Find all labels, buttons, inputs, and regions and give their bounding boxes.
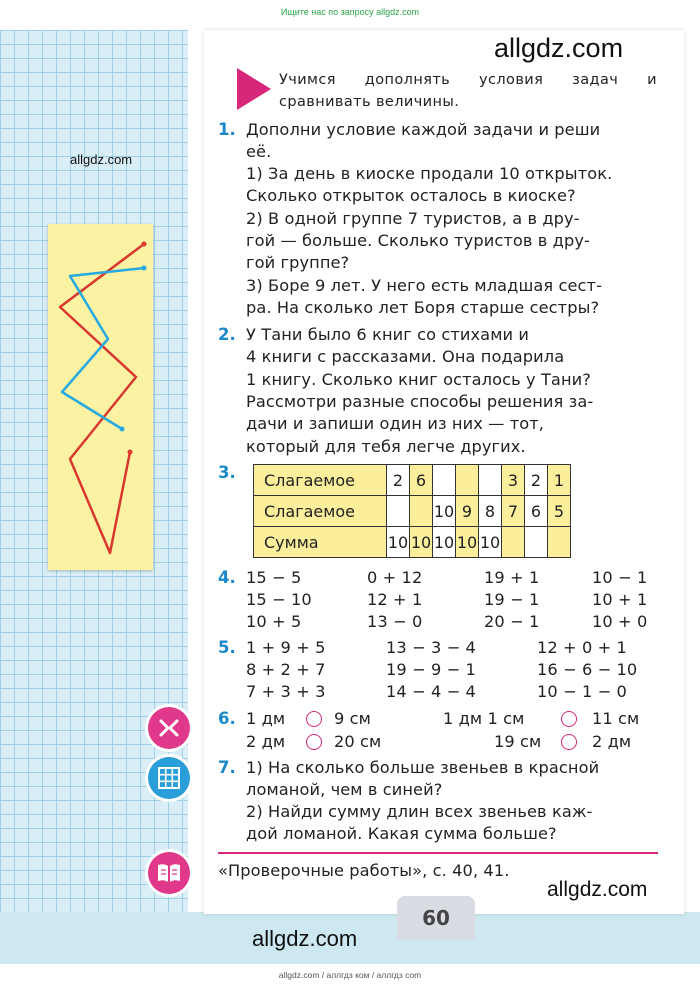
expression: 10 + 1 [592, 590, 648, 609]
expression: 8 + 2 + 7 [246, 660, 326, 679]
expression: 20 − 1 [484, 612, 540, 631]
section-divider [218, 852, 658, 854]
table-cell: 1 [548, 465, 571, 496]
task1-text: Дополни условие каждой задачи и реши [246, 120, 601, 139]
compare-left: 19 см [494, 732, 542, 751]
watermark: allgdz.com [252, 926, 358, 951]
expression: 10 + 0 [592, 612, 648, 631]
intro-line-2: сравнивать величины. [279, 94, 460, 110]
watermark: allgdz.com [70, 152, 133, 167]
expression: 15 − 5 [246, 568, 302, 587]
task2-text: 1 книгу. Сколько книг осталось у Тани? [246, 370, 591, 389]
expression: 13 − 3 − 4 [386, 638, 476, 657]
table-cell: 6 [410, 465, 433, 496]
expression: 10 − 1 [592, 568, 648, 587]
table-row [254, 527, 571, 558]
task7-text: ломаной, чем в синей? [246, 780, 443, 799]
compare-left: 1 дм [246, 709, 286, 728]
table-cell: 8 [479, 496, 502, 527]
task-number: 2. [218, 325, 236, 344]
task-number: 5. [218, 638, 236, 657]
compare-right: 9 см [334, 709, 371, 728]
expression: 0 + 12 [367, 568, 423, 587]
expression: 16 − 6 − 10 [537, 660, 638, 679]
table-cell [387, 496, 410, 527]
compare-right: 20 см [334, 732, 382, 751]
task2-text: 4 книги с рассказами. Она подарила [246, 347, 565, 366]
book-icon [148, 852, 190, 894]
table-cell: 10 [456, 527, 479, 558]
table-cell: 3 [502, 465, 525, 496]
task-number: 1. [218, 120, 236, 139]
expression: 1 + 9 + 5 [246, 638, 326, 657]
task-number: 4. [218, 568, 236, 587]
expression: 14 − 4 − 4 [386, 682, 476, 701]
intro-word: задач [572, 72, 619, 88]
task7-text: 1) На сколько больше звеньев в красной [246, 758, 600, 777]
expression: 19 + 1 [484, 568, 540, 587]
expression: 19 − 1 [484, 590, 540, 609]
workbook-reference: «Проверочные работы», с. 40, 41. [218, 861, 510, 880]
site-note-bottom: allgdz.com / аллгдз ком / аллгдз com [278, 970, 422, 980]
compare-left: 1 дм 1 см [443, 709, 525, 728]
table-cell: 10 [387, 527, 410, 558]
task1-text: гой группе? [246, 253, 350, 272]
table-cell: 10 [433, 527, 456, 558]
watermark: allgdz.com [547, 878, 648, 901]
table-cell [479, 465, 502, 496]
task2-text: дачи и запиши один из них — тот, [246, 414, 545, 433]
table-cell: 6 [525, 496, 548, 527]
page-number: 60 [397, 896, 475, 940]
task7-text: дой ломаной. Какая сумма больше? [246, 824, 557, 843]
red-endpoint [142, 242, 147, 247]
table-row [254, 465, 571, 496]
table-cell: 2 [525, 465, 548, 496]
table-cell: 10 [433, 496, 456, 527]
table-cell: 7 [502, 496, 525, 527]
intro-word: условия [479, 72, 544, 88]
task2-text: У Тани было 6 книг со стихами и [246, 325, 529, 344]
comparison-circle[interactable] [561, 711, 577, 727]
comparison-circle[interactable] [306, 734, 322, 750]
table-cell [433, 465, 456, 496]
task1-text: 2) В одной группе 7 туристов, а в дру- [246, 209, 580, 228]
compare-right: 2 дм [592, 732, 632, 751]
expression: 13 − 0 [367, 612, 423, 631]
table-cell [410, 496, 433, 527]
polyline-drawing [48, 224, 153, 570]
intro-word: и [647, 72, 657, 88]
polyline-card [48, 224, 153, 570]
blue-endpoint [120, 427, 125, 432]
expression: 10 − 1 − 0 [537, 682, 627, 701]
table-cell: 10 [410, 527, 433, 558]
watermark: allgdz.com [494, 33, 624, 63]
row-label: Сумма [254, 527, 387, 558]
expression: 15 − 10 [246, 590, 312, 609]
task1-text: гой — больше. Сколько туристов в дру- [246, 231, 590, 250]
addends-table [253, 464, 571, 558]
task1-text: Сколько открыток осталось в киоске? [246, 186, 576, 205]
task2-text: Рассмотри разные способы решения за- [246, 392, 594, 411]
task1-text: 3) Боре 9 лет. У него есть младшая сест- [246, 276, 603, 295]
expression: 12 + 1 [367, 590, 423, 609]
table-cell: 2 [387, 465, 410, 496]
task-number: 7. [218, 758, 236, 777]
row-label: Слагаемое [254, 465, 387, 496]
comparison-circle[interactable] [561, 734, 577, 750]
table-cell: 10 [479, 527, 502, 558]
expression: 12 + 0 + 1 [537, 638, 627, 657]
grid-icon [148, 757, 190, 799]
intro-word: дополнять [364, 72, 451, 88]
table-cell [525, 527, 548, 558]
table-cell [548, 527, 571, 558]
site-note-top: Ищите нас по запросу allgdz.com [280, 7, 420, 17]
table-cell [502, 527, 525, 558]
task1-text: ра. На сколько лет Боря старше сестры? [246, 298, 600, 317]
task1-text: 1) За день в киоске продали 10 открыток. [246, 164, 613, 183]
expression: 7 + 3 + 3 [246, 682, 326, 701]
row-label: Слагаемое [254, 496, 387, 527]
expression: 10 + 5 [246, 612, 302, 631]
table-cell: 9 [456, 496, 479, 527]
task-number: 3. [218, 463, 236, 482]
task1-text: её. [246, 142, 272, 161]
comparison-circle[interactable] [306, 711, 322, 727]
table-cell [456, 465, 479, 496]
compare-left: 2 дм [246, 732, 286, 751]
task2-text: который для тебя легче других. [246, 437, 526, 456]
comparison-icon [148, 707, 190, 749]
task-number: 6. [218, 709, 236, 728]
task7-text: 2) Найди сумму длин всех звеньев каж- [246, 802, 593, 821]
compare-right: 11 см [592, 709, 640, 728]
table-row [254, 496, 571, 527]
intro-line-1 [279, 69, 657, 91]
blue-polyline [62, 268, 144, 429]
intro-word: Учимся [279, 72, 336, 88]
intro-triangle-icon [235, 66, 273, 112]
table-cell: 5 [548, 496, 571, 527]
red-endpoint [128, 450, 133, 455]
expression: 19 − 9 − 1 [386, 660, 476, 679]
blue-endpoint [142, 266, 147, 271]
